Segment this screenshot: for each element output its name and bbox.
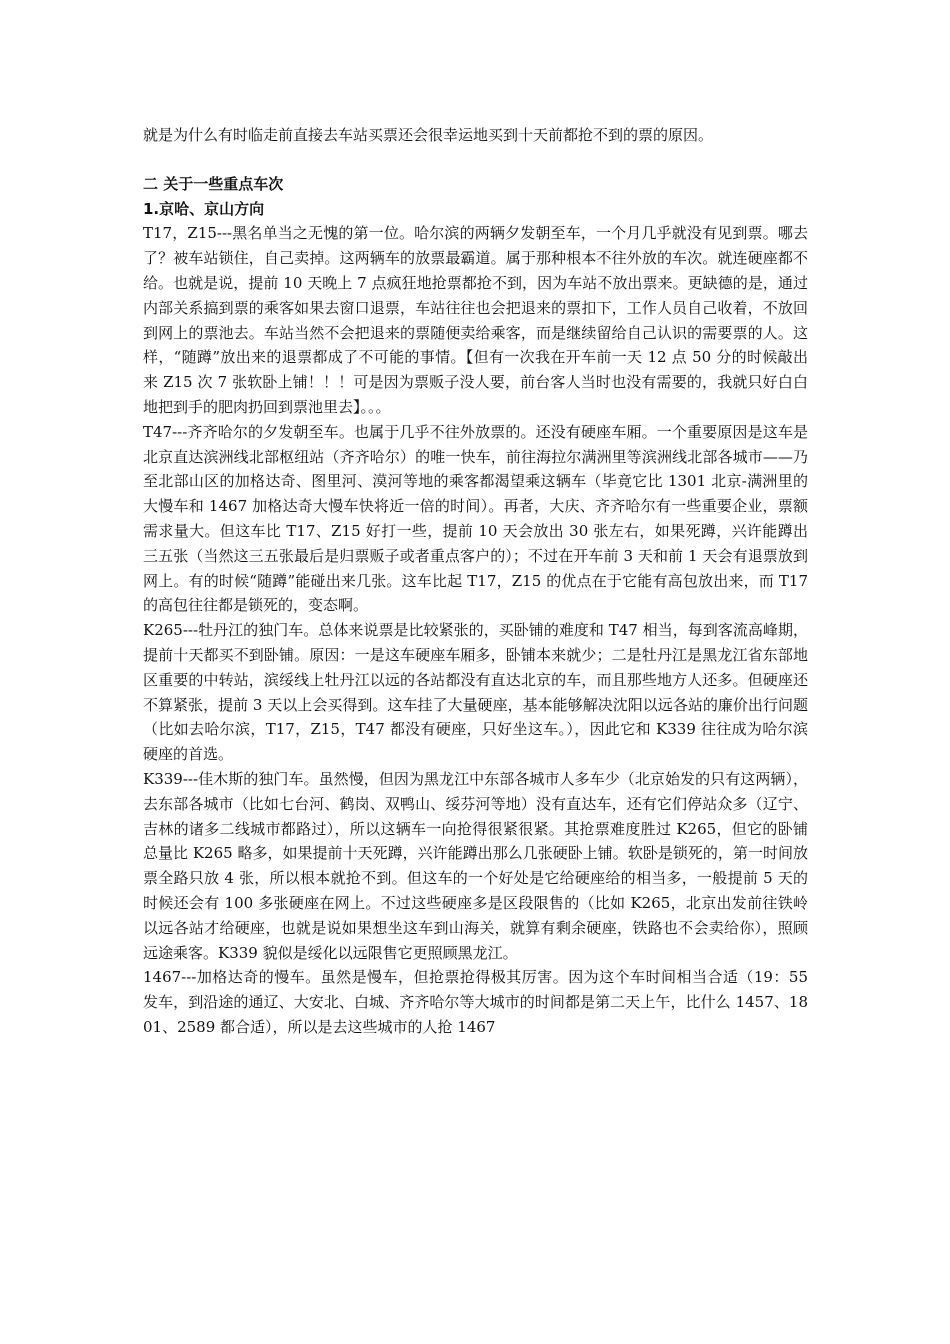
document-page: [143, 123, 808, 1040]
paragraph-k265: K265---牡丹江的独门车。总体来说票是比较紧张的，买卧铺的难度和 T47 相当，每到客流高峰期，提前十天都买不到卧铺。原因：一是这车硬座车厢多，卧铺本来就少；二是牡丹江是黑龙江省东部地区重要的中转站，滨绥线上牡丹江以远的各站都没有直达北京的车，而且那些地方人还多。但硬座还不算紧张，提前 3 天以上会买得到。这车挂了大量硬座，基本能够解决沈阳以远各站的廉价出行问题（比如去哈尔滨，T17，Z15，T47 都没有硬座，只好坐这车。），因此它和 K339 往往成为哈尔滨硬座的首选。: [143, 621, 808, 764]
intro-paragraph: 就是为什么有时临走前直接去车站买票还会很幸运地买到十天前都抢不到的票的原因。: [143, 126, 714, 144]
section-heading: 二 关于一些重点车次: [143, 174, 284, 193]
paragraph-t17-z15: T17，Z15---黑名单当之无愧的第一位。哈尔滨的两辆夕发朝至车，一个月几乎就没有见到票。哪去了？被车站锁住，自己卖掉。这两辆车的放票最霸道。属于那种根本不往外放的车次。就连硬座都不给。也就是说，提前 10 天晚上 7 点疯狂地抢票都抢不到，因为车站不放出票来。更缺德的是，通过内部关系搞到票的乘客如果去窗口退票，车站往往也会把退来的票扣下，工作人员自己收着，不放回到网上的票池去。车站当然不会把退来的票随便卖给乘客，而是继续留给自己认识的需要票的人。这样，“随蹲”放出来的退票都成了不可能的事情。【但有一次我在开车前一天 12 点 50 分的时候敲出来 Z15 次 7 张软卧上铺！！！可是因为票贩子没人要，前台客人当时也没有需要的，我就只好白白地把到手的肥肉扔回到票池里去】。。。: [143, 224, 808, 416]
paragraph-k339: K339---佳木斯的独门车。虽然慢，但因为黑龙江中东部各城市人多车少（北京始发的只有这两辆），去东部各城市（比如七台河、鹤岗、双鸭山、绥芬河等地）没有直达车，还有它们停站众多（辽宁、吉林的诸多二线城市都路过），所以这辆车一向抢得很紧很紧。其抢票难度胜过 K265，但它的卧铺总量比 K265 略多，如果提前十天死蹲，兴许能蹲出那么几张硬卧上铺。软卧是锁死的，第一时间放票全路只放 4 张，所以根本就抢不到。但这车的一个好处是它给硬座给的相当多，一般提前 5 天的时候还会有 100 多张硬座在网上。不过这些硬座多是区段限售的（比如 K265，北京出发前往铁岭以远各站才给硬座，也就是说如果想坐这车到山海关，就算有剩余硬座，铁路也不会卖给你），照顾远途乘客。K339 貌似是绥化以远限售它更照顾黑龙江。: [143, 769, 808, 962]
subsection-heading: 1.京哈、京山方向: [143, 199, 265, 218]
paragraph-1467: 1467---加格达奇的慢车。虽然是慢车，但抢票抢得极其厉害。因为这个车时间相当合适（19：55 发车，到沿途的通辽、大安北、白城、齐齐哈尔等大城市的时间都是第二天上午，比什么 1457、1801、2589 都合适），所以是去这些城市的人抢 1467: [143, 968, 808, 1036]
paragraph-t47: T47---齐齐哈尔的夕发朝至车。也属于几乎不往外放票的。还没有硬座车厢。一个重要原因是这车是北京直达滨洲线北部枢纽站（齐齐哈尔）的唯一快车，前往海拉尔满洲里等滨洲线北部各城市——乃至北部山区的加格达奇、图里河、漠河等地的乘客都渴望乘这辆车（毕竟它比 1301 北京-满洲里的大慢车和 1467 加格达奇大慢车快将近一倍的时间）。再者，大庆、齐齐哈尔有一些重要企业，票额需求量大。但这车比 T17、Z15 好打一些，提前 10 天会放出 30 张左右，如果死蹲，兴许能蹲出三五张（当然这三五张最后是归票贩子或者重点客户的）；不过在开车前 3 天和前 1 天会有退票放到网上。有的时候“随蹲”能碰出来几张。这车比起 T17，Z15 的优点在于它能有高包放出来，而 T17 的高包往往都是锁死的，变态啊。: [143, 422, 808, 615]
spacer: [143, 148, 808, 172]
